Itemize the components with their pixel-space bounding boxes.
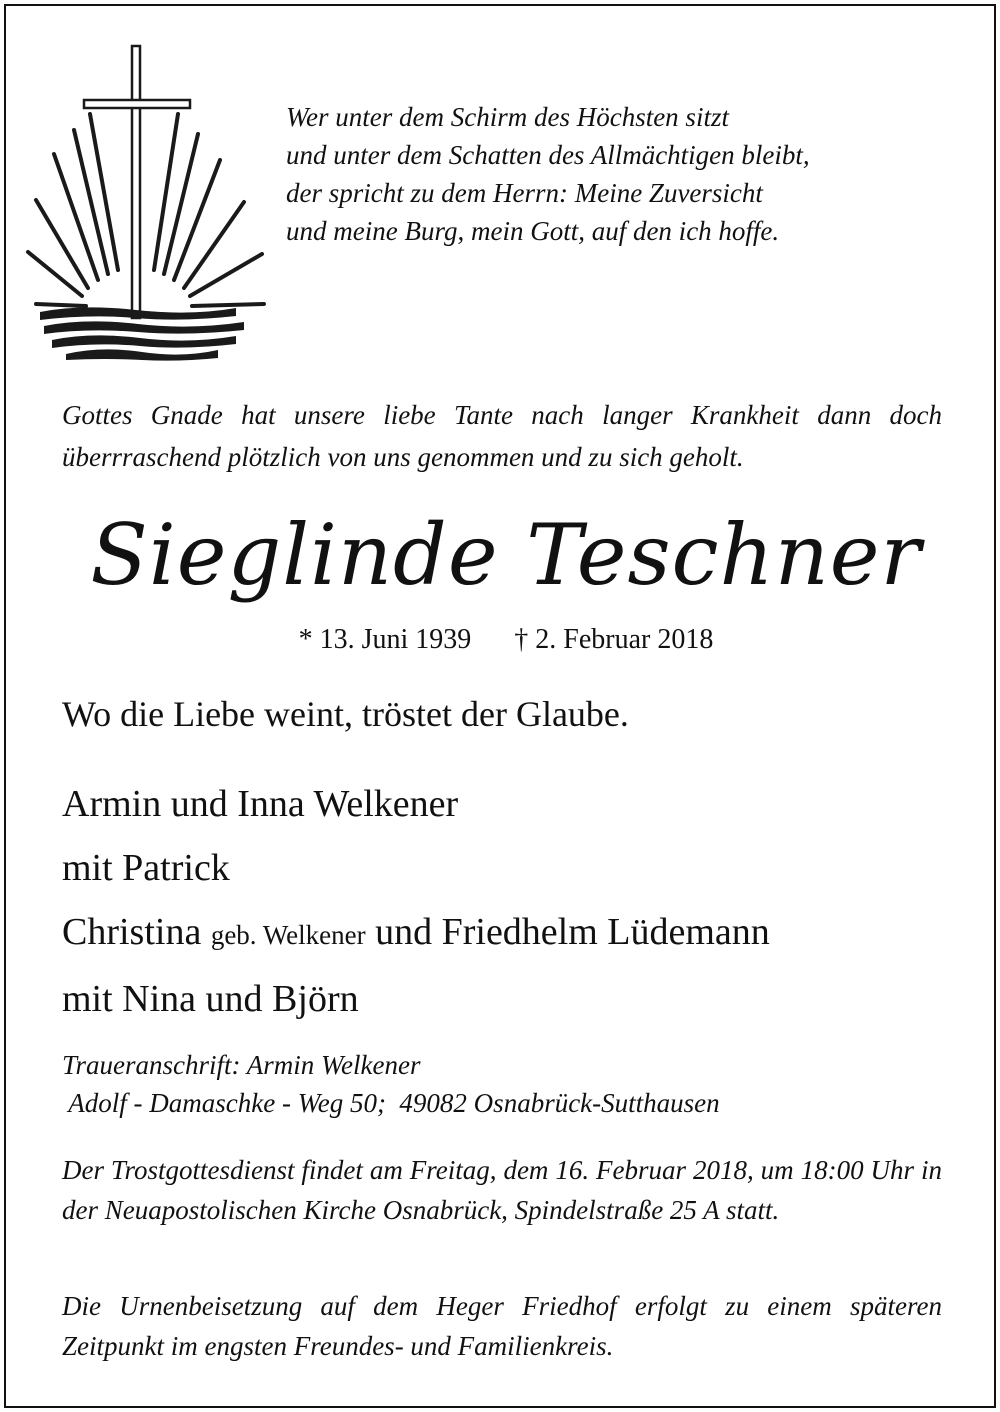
birth-date: * 13. Juni 1939	[298, 624, 472, 655]
mourning-address	[62, 1046, 720, 1122]
psalm-line: Wer unter dem Schirm des Höchsten sitzt	[286, 102, 729, 132]
mourner-name: Christina	[62, 911, 202, 953]
cross-sunrise-water-icon	[22, 42, 286, 362]
mourner-line: mit Nina und Björn	[62, 978, 359, 1020]
obituary-notice	[4, 4, 996, 1408]
motto: Wo die Liebe weint, tröstet der Glaube.	[62, 694, 629, 734]
mourners-list	[62, 772, 770, 1031]
address-line: Traueranschrift: Armin Welkener	[62, 1050, 421, 1080]
deceased-name: Sieglinde Teschner	[90, 506, 922, 604]
psalm-line: und meine Burg, mein Gott, auf den ich hoffe.	[286, 216, 780, 246]
psalm-verse	[286, 98, 810, 250]
mourner-line: mit Patrick	[62, 847, 230, 889]
life-dates	[6, 620, 1000, 660]
address-line: Adolf - Damaschke - Weg 50; 49082 Osnabrück-Sutthausen	[62, 1088, 720, 1118]
maiden-name: geb. Welkener	[210, 920, 366, 950]
mourner-line	[62, 900, 770, 967]
service-info: Der Trostgottesdienst findet am Freitag, dem 16. Februar 2018, um 18:00 Uhr in der Neuapostolischen Kirche Osnabrück, Spindelstraße 25 A statt.	[62, 1155, 942, 1225]
mourner-line: Armin und Inna Welkener	[62, 783, 459, 825]
death-date: † 2. Februar 2018	[514, 624, 714, 655]
psalm-line: der spricht zu dem Herrn: Meine Zuversicht	[286, 178, 763, 208]
intro-text: Gottes Gnade hat unsere liebe Tante nach langer Krankheit dann doch überrraschend plötzlich von uns genommen und zu sich geholt.	[62, 400, 942, 472]
psalm-line: und unter dem Schatten des Allmächtigen bleibt,	[286, 140, 810, 170]
urn-burial-info: Die Urnenbeisetzung auf dem Heger Friedhof erfolgt zu einem späteren Zeitpunkt im engsten Freundes- und Familienkreis.	[62, 1291, 942, 1361]
mourner-name: und Friedhelm Lüdemann	[375, 911, 770, 953]
